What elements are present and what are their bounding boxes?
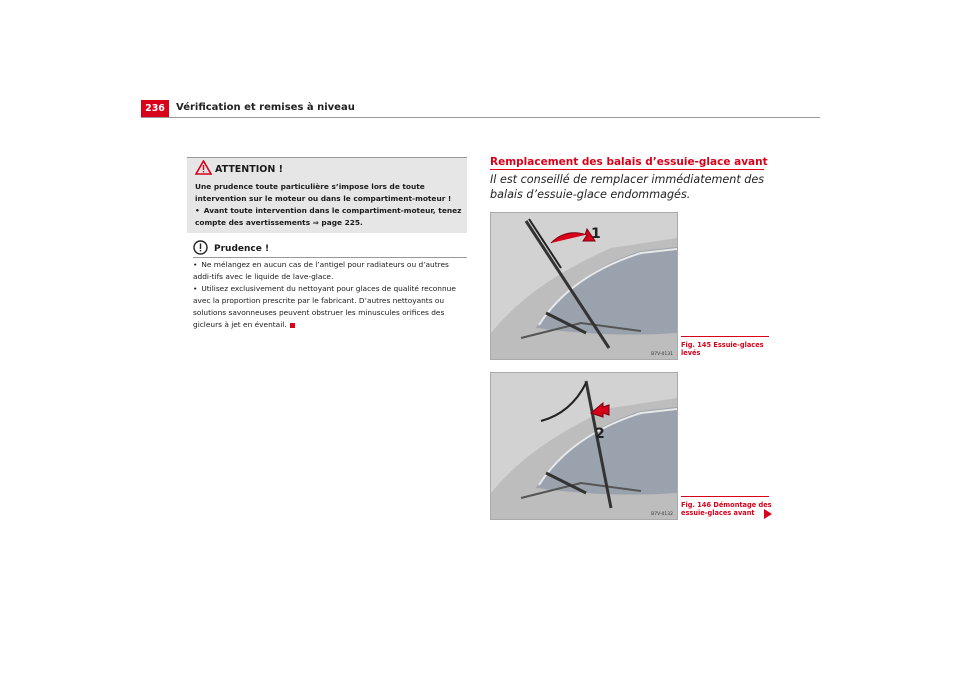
section-title: Remplacement des balais d’essuie-glace avant xyxy=(490,156,768,168)
caution-text xyxy=(193,259,469,331)
warning-line: Une prudence toute particulière s’impose lors de toute intervention sur le moteur ou dans le compartiment-moteur ! xyxy=(195,182,452,203)
caution-icon xyxy=(193,240,208,255)
warning-text xyxy=(195,181,463,229)
caution-item: • Utilisez exclusivement du nettoyant pour glaces de qualité reconnue avec la proportion prescrite par le fabricant. D’autres nettoyants ou solutions savonneuses peuvent obstruer les minuscules orifices des gicleurs à jet en éventail. xyxy=(193,284,456,329)
header-rule xyxy=(141,117,820,118)
figure-caption-rule xyxy=(681,336,769,337)
figure-marker: 2 xyxy=(595,426,605,442)
figure-wipers-removal xyxy=(490,372,678,520)
chapter-title: Vérification et remises à niveau xyxy=(176,102,355,113)
caution-title: Prudence ! xyxy=(214,244,270,254)
figure-wipers-raised xyxy=(490,212,678,360)
figure-caption: Fig. 146 Démontage des essuie-glaces avant xyxy=(681,501,772,517)
section-intro: Il est conseillé de remplacer immédiatement des balais d’essuie-glace endommagés. xyxy=(490,173,765,201)
wiper-raised-illustration xyxy=(491,213,677,359)
end-square-icon xyxy=(290,323,295,328)
wiper-removal-illustration xyxy=(491,373,677,519)
caution-item-text: Ne mélangez en aucun cas de l’antigel pour radiateurs ou d’autres addi-tifs avec le liquide de lave-glace. xyxy=(193,260,449,281)
caution-rule xyxy=(193,257,467,258)
page-number: 236 xyxy=(141,100,169,117)
figure-caption-rule xyxy=(681,496,769,497)
warning-bullet-text: Avant toute intervention dans le compartiment-moteur, tenez compte des avertissements ⇒ page 225. xyxy=(195,206,462,227)
warning-triangle-icon xyxy=(195,160,212,175)
caution-item: • Ne mélangez en aucun cas de l’antigel pour radiateurs ou d’autres addi-tifs avec le liquide de lave-glace. xyxy=(193,260,449,281)
next-page-arrow-icon xyxy=(764,509,772,519)
warning-bullet: • Avant toute intervention dans le compartiment-moteur, tenez compte des avertissements ⇒ page 225. xyxy=(195,206,462,227)
caution-item-text: Utilisez exclusivement du nettoyant pour glaces de qualité reconnue avec la proportion prescrite par le fabricant. D’autres nettoyants ou solutions savonneuses peuvent obstruer les minuscules orifices des gicleurs à jet en éventail. xyxy=(193,284,456,329)
figure-code: B7V-0131 xyxy=(651,352,673,357)
figure-marker: 1 xyxy=(591,226,601,242)
figure-code: B7V-0132 xyxy=(651,512,673,517)
figure-caption: Fig. 145 Essuie-glaces levés xyxy=(681,341,764,357)
section-rule xyxy=(490,169,764,170)
warning-title: ATTENTION ! xyxy=(215,164,283,175)
